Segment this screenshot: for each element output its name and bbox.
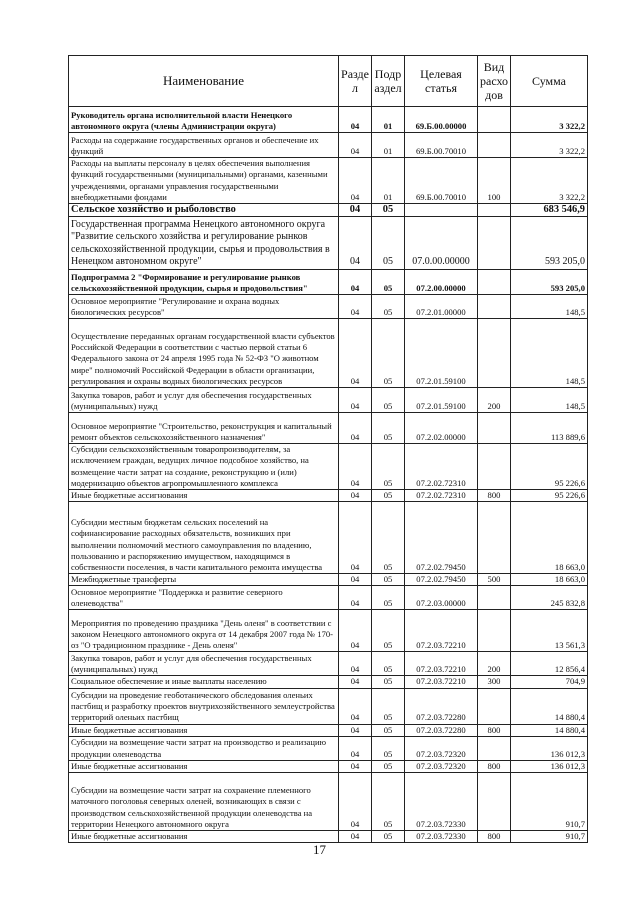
page-number: 17 (313, 842, 326, 857)
row-sum: 683 546,9 (511, 204, 588, 217)
table-row (69, 773, 588, 831)
row-sum: 148,5 (511, 388, 588, 413)
row-target: 07.2.03.72320 (405, 760, 478, 772)
row-target: 07.2.02.72310 (405, 490, 478, 502)
table-row (69, 490, 588, 502)
row-name: Расходы на выплаты персоналу в целях обеспечения выполнения функций государственными (муниципальными) органами, казенными учреждениями, органами управления государственными внебюджетными фондами (69, 158, 339, 204)
row-razdel: 04 (339, 736, 372, 760)
row-name: Подпрограмма 2 "Формирование и регулирование рынков сельскохозяйственной продукции, сырья и продовольствия" (69, 270, 339, 295)
row-name: Межбюджетные трансферты (69, 574, 339, 586)
row-vid: 200 (478, 652, 511, 676)
row-podrazdel: 05 (372, 586, 405, 610)
row-name: Субсидии на возмещение части затрат на сохранение племенного маточного поголовья северных оленей, возникающих в связи с производством сельскохозяйственной продукции оленеводства на территории Ненецкого автономного округа (69, 773, 339, 831)
row-name: Основное мероприятие "Поддержка и развитие северного оленеводства" (69, 586, 339, 610)
row-razdel: 04 (339, 490, 372, 502)
table-row (69, 652, 588, 676)
row-sum: 18 663,0 (511, 502, 588, 574)
row-name: Субсидии на проведение геоботанического обследования оленьих пастбищ и разработку проектов внутрихозяйственного землеустройства территорий оленьих пастбищ (69, 688, 339, 724)
budget-table (68, 55, 588, 843)
row-target: 69.Б.00.70010 (405, 158, 478, 204)
row-podrazdel: 05 (372, 610, 405, 652)
row-podrazdel: 05 (372, 413, 405, 444)
row-name: Сельское хозяйство и рыболовство (69, 204, 339, 217)
header-razdel: Разде л (339, 56, 372, 107)
row-podrazdel: 05 (372, 502, 405, 574)
row-target: 07.2.02.72310 (405, 444, 478, 490)
row-vid: 500 (478, 574, 511, 586)
header-vid: Вид расхо дов (478, 56, 511, 107)
row-name: Закупка товаров, работ и услуг для обеспечения государственных (муниципальных) нужд (69, 652, 339, 676)
row-razdel: 04 (339, 773, 372, 831)
header-target: Целевая статья (405, 56, 478, 107)
table-row (69, 133, 588, 158)
row-name: Расходы на содержание государственных органов и обеспечение их функций (69, 133, 339, 158)
table-row (69, 413, 588, 444)
row-razdel: 04 (339, 204, 372, 217)
table-row (69, 688, 588, 724)
header-podrazdel: Подр аздел (372, 56, 405, 107)
row-podrazdel: 05 (372, 831, 405, 843)
row-sum: 136 012,3 (511, 736, 588, 760)
row-sum: 14 880,4 (511, 724, 588, 736)
row-name: Осуществление переданных органам государственной власти субъектов Российской Федерации в соответствии с частью первой статьи 6 Федерального закона от 24 апреля 1995 года № 52-ФЗ "О животном мире" полномочий Российской Федерации в области организации, регулирования и охраны водных биологических ресурсов (69, 319, 339, 388)
row-sum: 12 856,4 (511, 652, 588, 676)
row-sum: 593 205,0 (511, 217, 588, 270)
row-name: Основное мероприятие "Регулирование и охрана водных биологических ресурсов" (69, 295, 339, 319)
row-target: 07.2.03.72280 (405, 724, 478, 736)
row-name: Социальное обеспечение и иные выплаты населению (69, 676, 339, 688)
row-sum: 95 226,6 (511, 444, 588, 490)
row-target: 07.2.02.00000 (405, 413, 478, 444)
row-sum: 910,7 (511, 831, 588, 843)
row-target: 07.2.01.59100 (405, 319, 478, 388)
row-target: 69.Б.00.00000 (405, 107, 478, 133)
table-row (69, 724, 588, 736)
row-podrazdel: 05 (372, 295, 405, 319)
row-target: 07.2.03.72210 (405, 652, 478, 676)
row-podrazdel: 05 (372, 760, 405, 772)
row-target: 07.2.03.72210 (405, 676, 478, 688)
row-name: Иные бюджетные ассигнования (69, 831, 339, 843)
row-sum: 910,7 (511, 773, 588, 831)
row-razdel: 04 (339, 652, 372, 676)
row-name: Иные бюджетные ассигнования (69, 724, 339, 736)
table-row (69, 158, 588, 204)
row-podrazdel: 05 (372, 388, 405, 413)
row-name: Государственная программа Ненецкого автономного округа "Развитие сельского хозяйства и регулирование рынков сельскохозяйственной продукции, сырья и продовольствия в Ненецком автономном округе" (69, 217, 339, 270)
row-target: 07.2.03.72280 (405, 688, 478, 724)
row-name: Субсидии на возмещение части затрат на производство и реализацию продукции оленеводства (69, 736, 339, 760)
row-razdel: 04 (339, 502, 372, 574)
row-target: 07.2.01.00000 (405, 295, 478, 319)
row-podrazdel: 01 (372, 158, 405, 204)
row-vid (478, 736, 511, 760)
row-name: Иные бюджетные ассигнования (69, 490, 339, 502)
header-name: Наименование (69, 56, 339, 107)
row-vid (478, 610, 511, 652)
row-sum: 18 663,0 (511, 574, 588, 586)
row-razdel: 04 (339, 107, 372, 133)
row-podrazdel: 05 (372, 490, 405, 502)
row-podrazdel: 05 (372, 217, 405, 270)
row-razdel: 04 (339, 133, 372, 158)
table-row (69, 319, 588, 388)
row-vid (478, 413, 511, 444)
table-row (69, 760, 588, 772)
row-podrazdel: 05 (372, 270, 405, 295)
row-sum: 95 226,6 (511, 490, 588, 502)
row-vid: 800 (478, 831, 511, 843)
row-target: 07.2.01.59100 (405, 388, 478, 413)
row-podrazdel: 05 (372, 319, 405, 388)
table-row (69, 270, 588, 295)
row-razdel: 04 (339, 610, 372, 652)
row-podrazdel: 05 (372, 444, 405, 490)
row-razdel: 04 (339, 831, 372, 843)
row-vid: 800 (478, 724, 511, 736)
row-vid (478, 319, 511, 388)
row-target: 69.Б.00.70010 (405, 133, 478, 158)
row-sum: 14 880,4 (511, 688, 588, 724)
row-podrazdel: 01 (372, 133, 405, 158)
row-name: Руководитель органа исполнительной власти Ненецкого автономного округа (члены Администрации округа) (69, 107, 339, 133)
row-target: 07.2.00.00000 (405, 270, 478, 295)
row-razdel: 04 (339, 319, 372, 388)
row-razdel: 04 (339, 676, 372, 688)
row-vid (478, 502, 511, 574)
row-vid (478, 295, 511, 319)
row-vid: 100 (478, 158, 511, 204)
table-row (69, 204, 588, 217)
row-sum: 148,5 (511, 319, 588, 388)
row-podrazdel: 05 (372, 773, 405, 831)
table-row (69, 736, 588, 760)
row-podrazdel: 05 (372, 688, 405, 724)
row-sum: 245 832,8 (511, 586, 588, 610)
row-vid: 300 (478, 676, 511, 688)
row-target: 07.2.03.72210 (405, 610, 478, 652)
row-podrazdel: 05 (372, 652, 405, 676)
row-podrazdel: 05 (372, 574, 405, 586)
table-header-row (69, 56, 588, 107)
row-name: Субсидии сельскохозяйственным товаропроизводителям, за исключением граждан, ведущих личное подсобное хозяйство, на возмещение части затрат на создание, реконструкцию и (или) модернизацию объектов агропромышленного комплекса (69, 444, 339, 490)
row-sum: 3 322,2 (511, 158, 588, 204)
table-row (69, 217, 588, 270)
row-razdel: 04 (339, 217, 372, 270)
row-name: Закупка товаров, работ и услуг для обеспечения государственных (муниципальных) нужд (69, 388, 339, 413)
row-vid (478, 688, 511, 724)
row-target: 07.2.03.72330 (405, 773, 478, 831)
table-row (69, 295, 588, 319)
row-name: Субсидии местным бюджетам сельских поселений на софинансирование расходных обязательств, возникших при выполнении полномочий местного самоуправления по владению, пользованию и распоряжению имуществом, находящимся в собственности поселения, в части капитального ремонта имущества (69, 502, 339, 574)
row-podrazdel: 05 (372, 676, 405, 688)
row-target: 07.2.02.79450 (405, 574, 478, 586)
row-name: Иные бюджетные ассигнования (69, 760, 339, 772)
row-razdel: 04 (339, 574, 372, 586)
table-row (69, 107, 588, 133)
row-podrazdel: 05 (372, 724, 405, 736)
row-sum: 113 889,6 (511, 413, 588, 444)
row-podrazdel: 05 (372, 736, 405, 760)
row-sum: 148,5 (511, 295, 588, 319)
row-podrazdel: 05 (372, 204, 405, 217)
row-razdel: 04 (339, 688, 372, 724)
row-target: 07.2.02.79450 (405, 502, 478, 574)
row-razdel: 04 (339, 760, 372, 772)
row-sum: 704,9 (511, 676, 588, 688)
row-razdel: 04 (339, 413, 372, 444)
row-name: Мероприятия по проведению праздника "День оленя" в соответствии с законом Ненецкого автономного округа от 14 декабря 2007 года № 170-оз "О традиционном празднике - День оленя" (69, 610, 339, 652)
row-target: 07.2.03.72330 (405, 831, 478, 843)
row-razdel: 04 (339, 158, 372, 204)
row-vid (478, 217, 511, 270)
row-vid (478, 133, 511, 158)
row-razdel: 04 (339, 270, 372, 295)
row-target (405, 204, 478, 217)
row-vid (478, 773, 511, 831)
row-razdel: 04 (339, 444, 372, 490)
row-target: 07.2.03.72320 (405, 736, 478, 760)
row-sum: 593 205,0 (511, 270, 588, 295)
row-razdel: 04 (339, 295, 372, 319)
table-row (69, 610, 588, 652)
row-sum: 136 012,3 (511, 760, 588, 772)
row-target: 07.2.03.00000 (405, 586, 478, 610)
row-razdel: 04 (339, 586, 372, 610)
row-sum: 3 322,2 (511, 133, 588, 158)
row-razdel: 04 (339, 724, 372, 736)
table-row (69, 502, 588, 574)
row-vid: 800 (478, 490, 511, 502)
row-podrazdel: 01 (372, 107, 405, 133)
row-vid: 800 (478, 760, 511, 772)
table-row (69, 388, 588, 413)
row-vid (478, 586, 511, 610)
row-target: 07.0.00.00000 (405, 217, 478, 270)
row-sum: 13 561,3 (511, 610, 588, 652)
table-row (69, 831, 588, 843)
header-sum: Сумма (511, 56, 588, 107)
table-row (69, 444, 588, 490)
table-row (69, 574, 588, 586)
table-row (69, 676, 588, 688)
row-vid (478, 107, 511, 133)
row-vid: 200 (478, 388, 511, 413)
row-vid (478, 270, 511, 295)
row-sum: 3 322,2 (511, 107, 588, 133)
row-vid (478, 444, 511, 490)
row-razdel: 04 (339, 388, 372, 413)
row-vid (478, 204, 511, 217)
row-name: Основное мероприятие "Строительство, реконструкция и капитальный ремонт объектов сельскохозяйственного назначения" (69, 413, 339, 444)
table-row (69, 586, 588, 610)
